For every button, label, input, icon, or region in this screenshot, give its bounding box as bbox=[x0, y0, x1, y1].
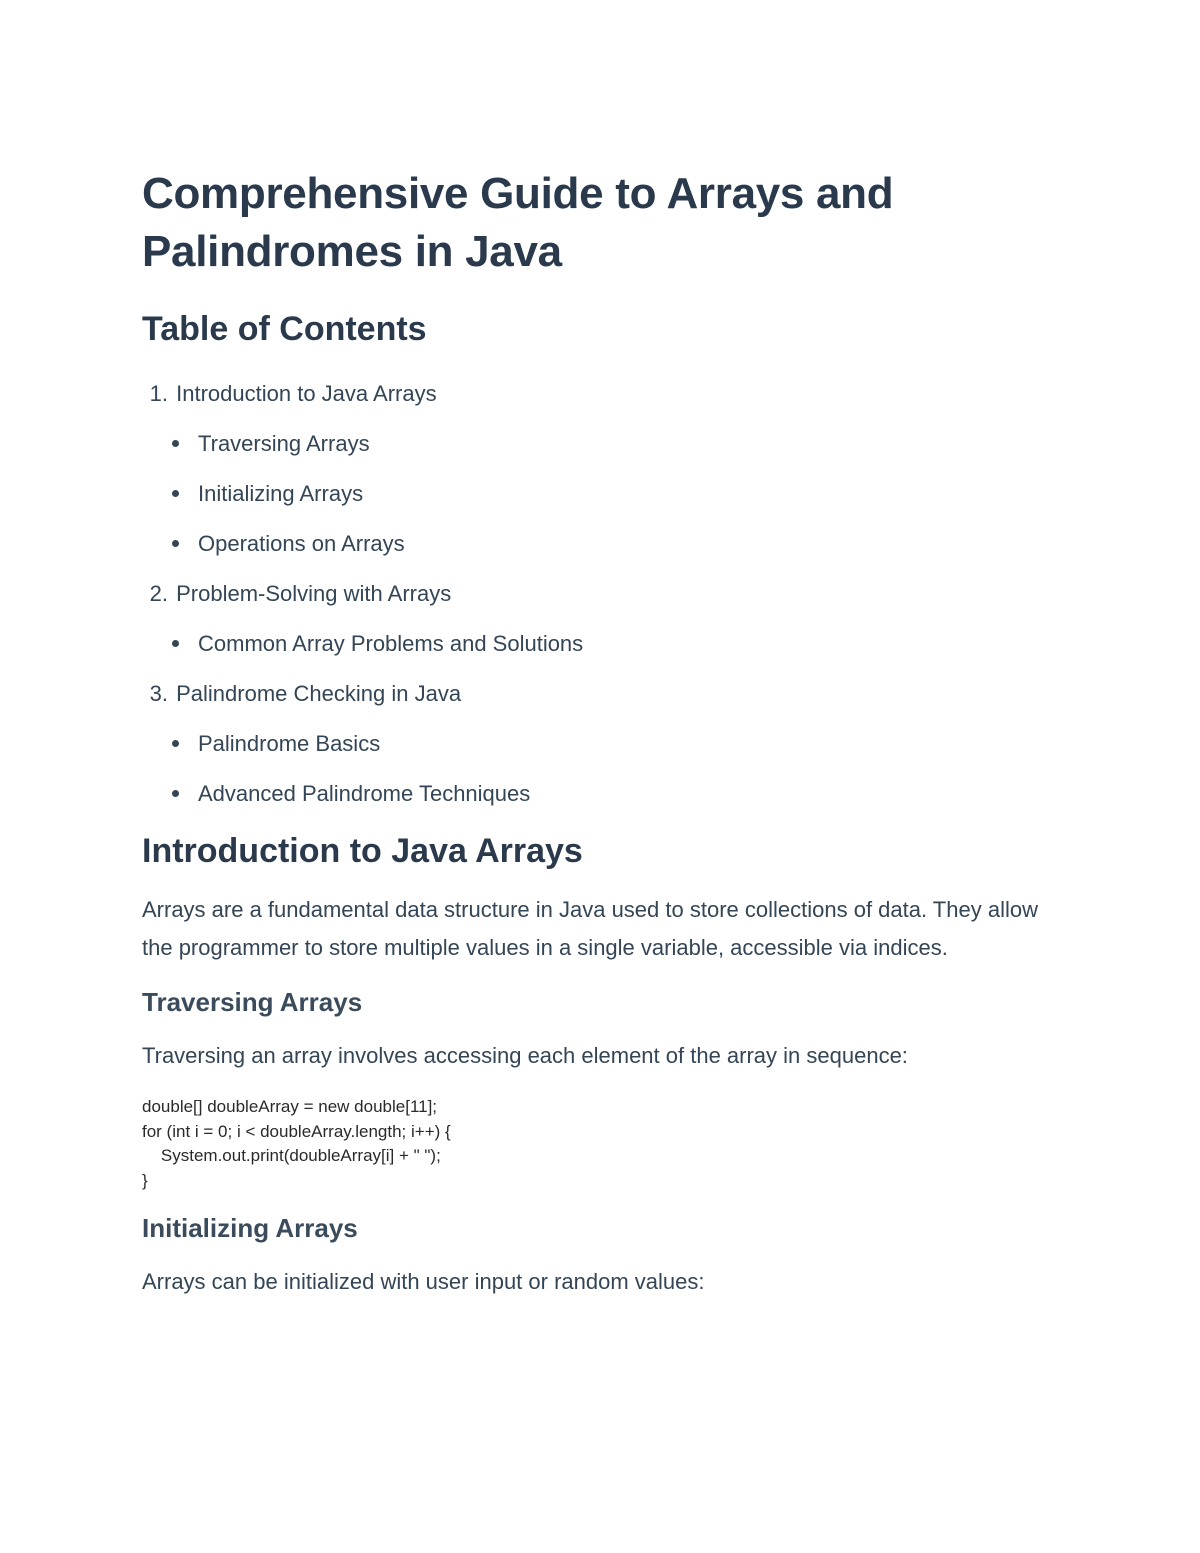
table-of-contents bbox=[142, 379, 1062, 809]
toc-subitem-traversing[interactable] bbox=[142, 429, 1062, 459]
toc-subitem-label: Operations on Arrays bbox=[198, 531, 405, 556]
toc-subitem-label: Common Array Problems and Solutions bbox=[198, 631, 584, 656]
toc-item-label: Palindrome Checking in Java bbox=[176, 681, 462, 706]
toc-item-number: 2. bbox=[149, 581, 168, 606]
toc-item-label: Problem-Solving with Arrays bbox=[176, 581, 452, 606]
subsection-heading-initializing: Initializing Arrays bbox=[142, 1213, 358, 1243]
toc-heading: Table of Contents bbox=[142, 310, 427, 348]
bullet-icon bbox=[172, 640, 179, 647]
toc-sublist bbox=[142, 429, 1062, 559]
toc-subitem-palindrome-basics[interactable] bbox=[142, 729, 1062, 759]
section-heading-intro: Introduction to Java Arrays bbox=[142, 832, 583, 870]
toc-subitem-label: Palindrome Basics bbox=[198, 731, 381, 756]
subsection-heading-traversing: Traversing Arrays bbox=[142, 987, 363, 1017]
toc-subitem-operations[interactable] bbox=[142, 529, 1062, 559]
document-title: Comprehensive Guide to Arrays and Palindromes in Java bbox=[142, 169, 894, 276]
toc-sublist bbox=[142, 629, 1062, 659]
bullet-icon bbox=[172, 490, 179, 497]
toc-subitem-label: Advanced Palindrome Techniques bbox=[198, 781, 531, 806]
bullet-icon bbox=[172, 540, 179, 547]
code-block-traversing: double[] doubleArray = new double[11]; for (int i = 0; i < doubleArray.length; i++) { System.out.print(doubleArray[i] + " "); } bbox=[142, 1097, 451, 1190]
toc-item-palindrome[interactable] bbox=[142, 679, 1062, 809]
toc-item-number: 3. bbox=[149, 681, 168, 706]
initializing-paragraph: Arrays can be initialized with user input or random values: bbox=[142, 1269, 705, 1294]
toc-item-problem-solving[interactable] bbox=[142, 579, 1062, 659]
toc-item-number: 1. bbox=[149, 381, 168, 406]
bullet-icon bbox=[172, 740, 179, 747]
toc-item-intro-arrays[interactable] bbox=[142, 379, 1062, 559]
toc-subitem-label: Initializing Arrays bbox=[198, 481, 364, 506]
toc-subitem-advanced-palindrome[interactable] bbox=[142, 779, 1062, 809]
intro-paragraph: Arrays are a fundamental data structure in Java used to store collections of data. They allow the programmer to store multiple values in a single variable, accessible via indices. bbox=[142, 897, 1038, 960]
toc-subitem-label: Traversing Arrays bbox=[198, 431, 370, 456]
toc-subitem-initializing[interactable] bbox=[142, 479, 1062, 509]
bullet-icon bbox=[172, 790, 179, 797]
traversing-paragraph: Traversing an array involves accessing each element of the array in sequence: bbox=[142, 1043, 908, 1068]
bullet-icon bbox=[172, 440, 179, 447]
toc-sublist bbox=[142, 729, 1062, 809]
document-page bbox=[142, 165, 1062, 1301]
toc-item-label: Introduction to Java Arrays bbox=[176, 381, 437, 406]
toc-subitem-common-problems[interactable] bbox=[142, 629, 1062, 659]
